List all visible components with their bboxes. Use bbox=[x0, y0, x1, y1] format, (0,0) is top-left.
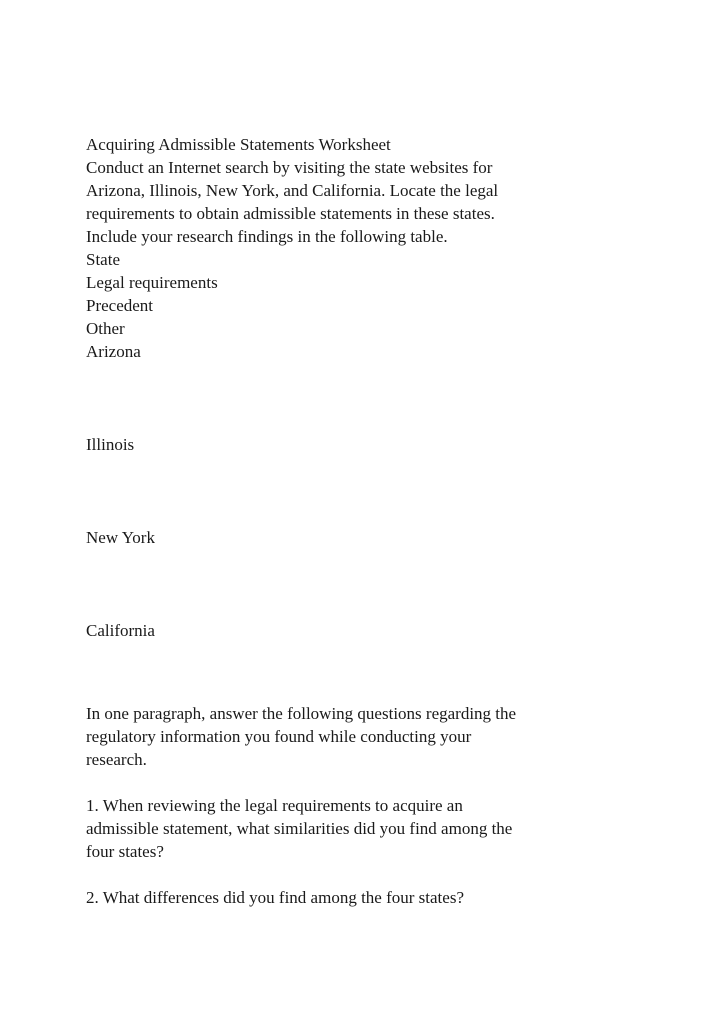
table-row-state-illinois: Illinois bbox=[86, 435, 135, 454]
instructions-line: research. bbox=[86, 750, 147, 769]
table-header-state: State bbox=[86, 250, 120, 269]
table-header-legal-requirements: Legal requirements bbox=[86, 273, 218, 292]
intro-line: Conduct an Internet search by visiting the state websites for bbox=[86, 158, 493, 177]
table-row-state-arizona: Arizona bbox=[86, 342, 141, 361]
paragraph-spacer bbox=[86, 863, 646, 886]
table-header-other: Other bbox=[86, 319, 125, 338]
intro-line: Arizona, Illinois, New York, and California. Locate the legal bbox=[86, 181, 499, 200]
table-row-state-california: California bbox=[86, 621, 155, 640]
table-header-precedent: Precedent bbox=[86, 296, 154, 315]
question-1-line: 1. When reviewing the legal requirements to acquire an bbox=[86, 796, 463, 815]
intro-line: requirements to obtain admissible statements in these states. bbox=[86, 204, 495, 223]
section-spacer bbox=[86, 642, 646, 702]
paragraph-spacer bbox=[86, 771, 646, 794]
instructions-line: In one paragraph, answer the following questions regarding the bbox=[86, 704, 517, 723]
table-row-blank bbox=[86, 456, 646, 526]
table-row-state-new-york: New York bbox=[86, 528, 155, 547]
intro-line: Include your research findings in the following table. bbox=[86, 227, 448, 246]
question-1-line: admissible statement, what similarities did you find among the bbox=[86, 819, 513, 838]
table-row-blank bbox=[86, 363, 646, 433]
table-row-blank bbox=[86, 549, 646, 619]
question-2: 2. What differences did you find among the four states? bbox=[86, 888, 464, 907]
worksheet-title: Acquiring Admissible Statements Worksheet bbox=[86, 135, 391, 154]
question-1-line: four states? bbox=[86, 842, 164, 861]
instructions-line: regulatory information you found while conducting your bbox=[86, 727, 472, 746]
document-content bbox=[86, 133, 646, 909]
